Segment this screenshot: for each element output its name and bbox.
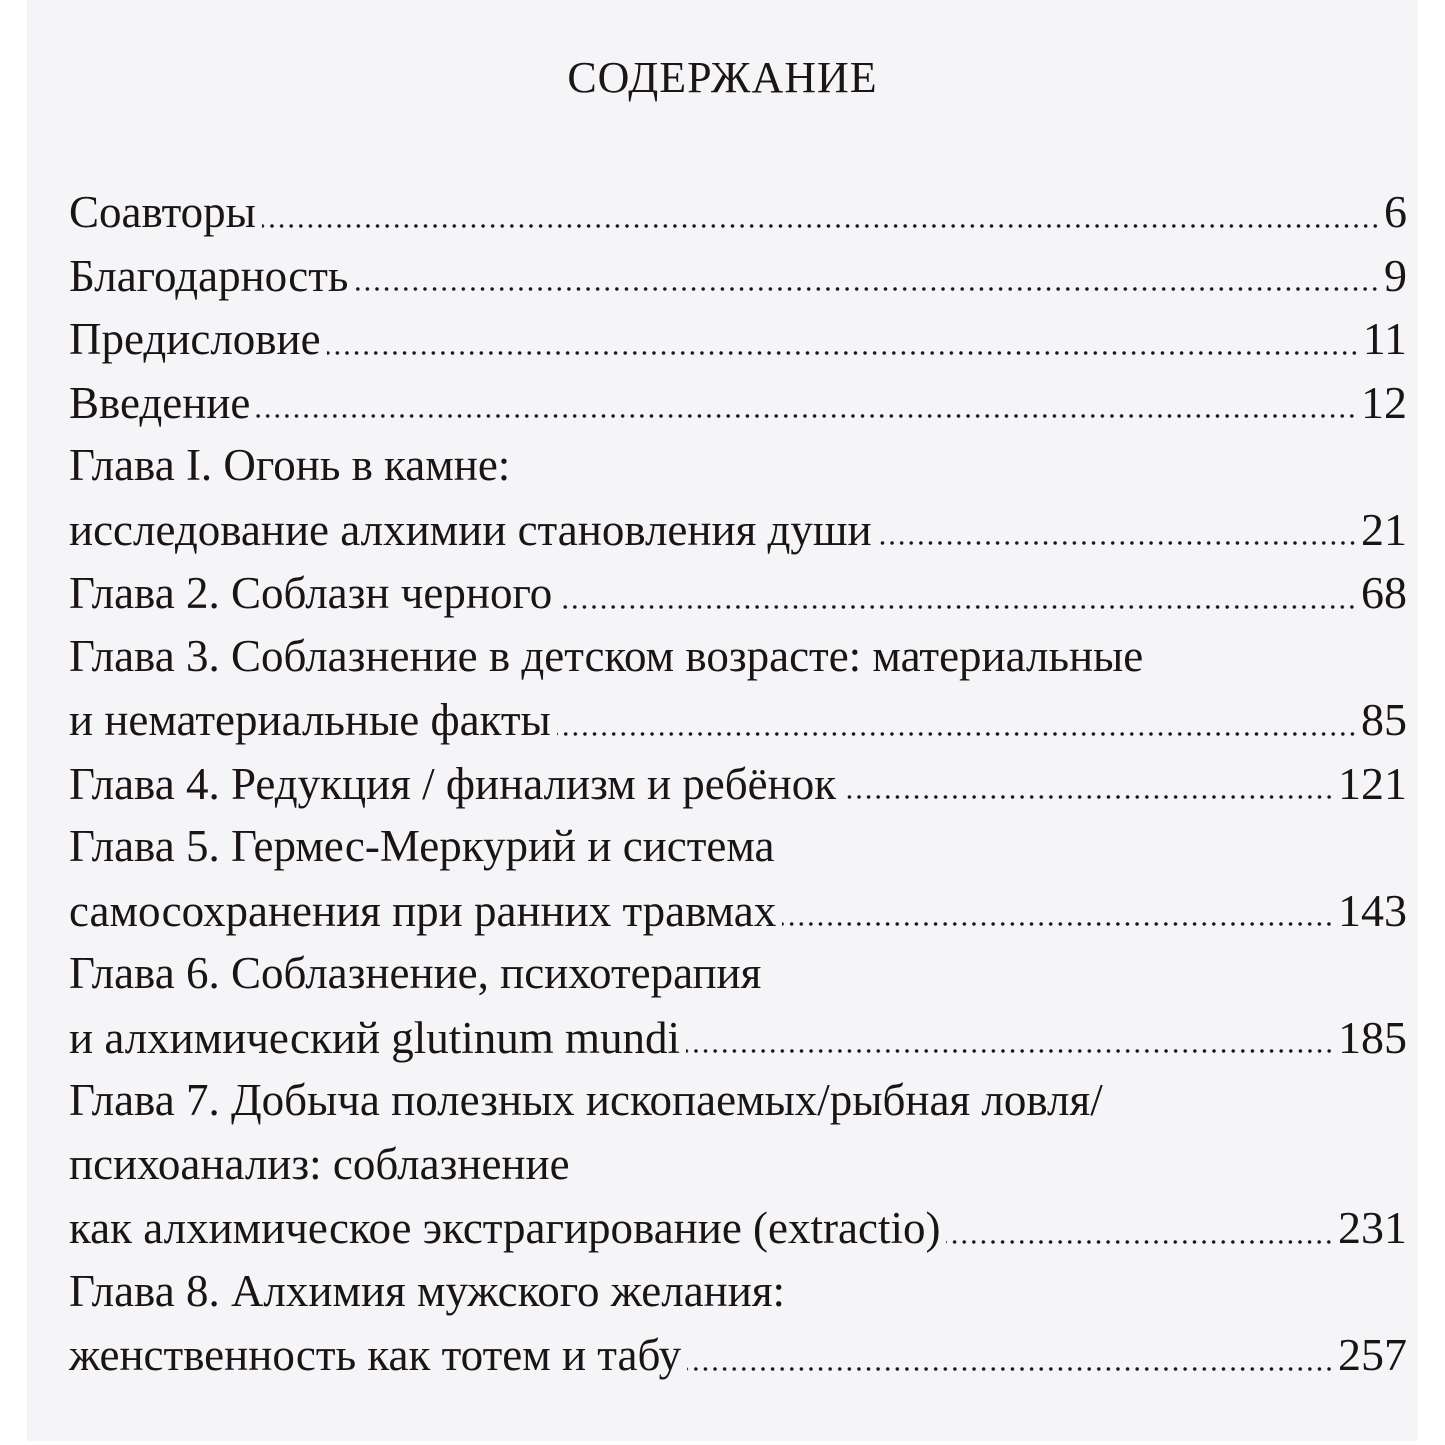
toc-entry-title: Глава 5. Гермес-Меркурий и система: [69, 821, 775, 871]
toc-entry-chapter-5-line-1: [69, 815, 1407, 879]
toc-entry-preface: [69, 307, 1407, 371]
toc-entry-chapter-1-line-2: [69, 498, 1407, 562]
toc-entry-chapter-8-line-1: [69, 1260, 1407, 1324]
toc-entry-contributors: [69, 180, 1407, 244]
toc-entry-title: Соавторы: [69, 187, 256, 237]
dot-leader: [782, 921, 1334, 927]
toc-entry-chapter-4: [69, 752, 1407, 816]
toc-entry-title: самосохранения при ранних травмах: [69, 885, 777, 936]
toc-entry-title: как алхимическое экстрагирование (extractio): [69, 1203, 941, 1253]
dot-leader: [557, 731, 1357, 737]
toc-entry-title: Глава I. Огонь в камне:: [69, 440, 511, 490]
toc-entry-title: и нематериальные факты: [69, 695, 551, 745]
toc-entry-title: Глава 6. Соблазнение, психотерапия: [69, 948, 762, 998]
toc-page-number: 21: [1361, 503, 1407, 555]
toc-entry-title: Введение: [69, 377, 251, 428]
toc-page-number: 121: [1338, 757, 1407, 809]
toc-entry-title: и алхимический glutinum mundi: [69, 1012, 681, 1063]
toc-entry-title: Предисловие: [69, 314, 321, 364]
toc-entry-introduction: [69, 371, 1407, 435]
toc-entry-chapter-2: [69, 561, 1407, 625]
dot-leader: [327, 350, 1359, 356]
dot-leader: [946, 1239, 1334, 1245]
dot-leader: [354, 286, 1380, 292]
toc-entry-chapter-7-line-3: [69, 1196, 1407, 1260]
toc-page-number: 143: [1338, 884, 1407, 936]
toc-page-number: 12: [1361, 376, 1407, 428]
toc-entry-acknowledgements: [69, 244, 1407, 308]
toc-entry-title: женственность как тотем и табу: [69, 1330, 682, 1380]
toc-entry-chapter-7-line-2: [69, 1133, 1407, 1197]
toc-entry-chapter-3-line-2: [69, 688, 1407, 752]
dot-leader: [686, 1048, 1334, 1054]
dot-leader: [842, 794, 1334, 800]
toc-entry-title: Глава 3. Соблазнение в детском возрасте: материальные: [69, 630, 1144, 681]
toc-entry-title: Глава 4. Редукция / финализм и ребёнок: [69, 758, 837, 809]
dot-leader: [262, 223, 1380, 229]
toc-entry-title: Глава 8. Алхимия мужского желания:: [69, 1265, 786, 1316]
toc-page-number: 257: [1338, 1329, 1407, 1380]
toc-entry-title: психоанализ: соблазнение: [69, 1138, 570, 1189]
toc-page-number: 9: [1384, 249, 1407, 301]
toc-entry-title: Благодарность: [69, 250, 349, 301]
toc-page-number: 185: [1338, 1011, 1407, 1063]
toc-page-number: 68: [1361, 567, 1407, 618]
toc-entry-title: Глава 7. Добыча полезных ископаемых/рыбная ловля/: [69, 1075, 1103, 1125]
toc-entry-chapter-5-line-2: [69, 879, 1407, 943]
table-of-contents: [69, 180, 1407, 1387]
toc-entry-title: исследование алхимии становления души: [69, 504, 872, 555]
dot-leader: [687, 1366, 1334, 1372]
dot-leader: [878, 540, 1357, 546]
toc-page-number: 85: [1361, 694, 1407, 745]
toc-entry-chapter-6-line-2: [69, 1006, 1407, 1070]
book-page: [27, 0, 1418, 1441]
toc-page-number: 231: [1338, 1202, 1407, 1253]
toc-entry-chapter-7-line-1: [69, 1069, 1407, 1133]
dot-leader: [256, 413, 1357, 419]
toc-entry-chapter-1-line-1: [69, 434, 1407, 498]
page-title: СОДЕРЖАНИЕ: [567, 53, 878, 102]
toc-page-number: 6: [1384, 186, 1407, 237]
toc-entry-chapter-6-line-1: [69, 942, 1407, 1006]
toc-entry-chapter-3-line-1: [69, 625, 1407, 689]
toc-entry-title: Глава 2. Соблазн черного: [69, 568, 553, 618]
toc-entry-chapter-8-line-2: [69, 1323, 1407, 1387]
toc-page-number: 11: [1362, 313, 1407, 364]
dot-leader: [558, 604, 1357, 610]
